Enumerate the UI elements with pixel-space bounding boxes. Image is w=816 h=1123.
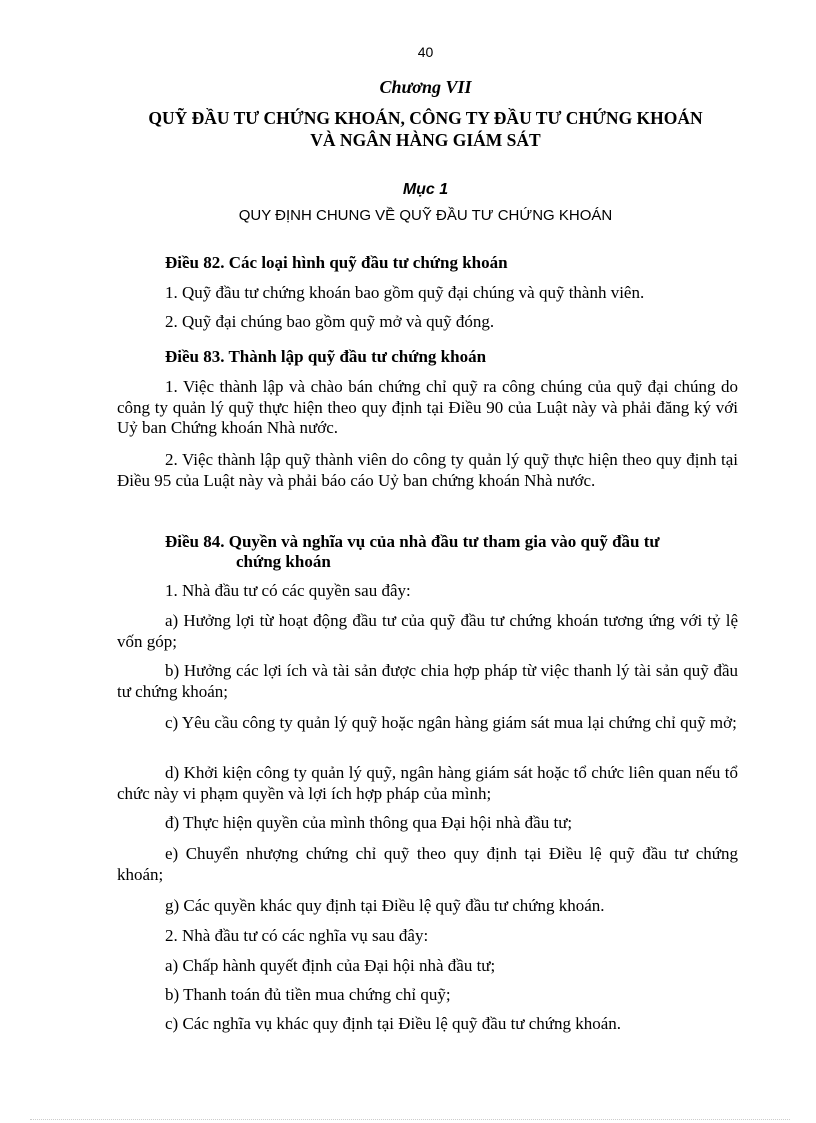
bottom-divider — [30, 1119, 790, 1120]
article-82-para-2: 2. Quỹ đại chúng bao gồm quỹ mở và quỹ đóng. — [165, 312, 495, 331]
article-84-para-g: g) Các quyền khác quy định tại Điều lệ quỹ đầu tư chứng khoán. — [165, 896, 605, 915]
article-84-para-1: 1. Nhà đầu tư có các quyền sau đây: — [165, 581, 411, 600]
article-84-heading — [165, 532, 660, 572]
chapter-label: Chương VII — [379, 77, 472, 97]
article-84-para-e: e) Chuyển nhượng chứng chỉ quỹ theo quy định tại Điều lệ quỹ đầu tư chứng khoán; — [117, 844, 738, 884]
article-84-heading-line-2: chứng khoán — [236, 552, 331, 571]
article-83-para-1: 1. Việc thành lập và chào bán chứng chỉ quỹ ra công chúng của quỹ đại chúng do công ty quản lý quỹ thực hiện theo quy định tại Điều 90 của Luật này và phải đăng ký với Uỷ ban Chứng khoán Nhà nước. — [117, 377, 738, 437]
article-82-para-1: 1. Quỹ đầu tư chứng khoán bao gồm quỹ đại chúng và quỹ thành viên. — [165, 283, 645, 302]
page-number: 40 — [417, 44, 434, 60]
section-label: Mục 1 — [402, 181, 449, 198]
article-84-para-2c: c) Các nghĩa vụ khác quy định tại Điều lệ quỹ đầu tư chứng khoán. — [165, 1014, 622, 1033]
chapter-title-line-1: QUỸ ĐẦU TƯ CHỨNG KHOÁN, CÔNG TY ĐẦU TƯ CHỨNG KHOÁN — [148, 108, 703, 128]
article-84-para-c: c) Yêu cầu công ty quản lý quỹ hoặc ngân hàng giám sát mua lại chứng chỉ quỹ mở; — [165, 713, 737, 732]
article-84-para-2a: a) Chấp hành quyết định của Đại hội nhà đầu tư; — [165, 956, 496, 975]
article-84-para-d: d) Khởi kiện công ty quản lý quỹ, ngân hàng giám sát hoặc tổ chức liên quan nếu tổ chức này vi phạm quyền và lợi ích hợp pháp của mình; — [117, 763, 738, 803]
section-title: QUY ĐỊNH CHUNG VỀ QUỸ ĐẦU TƯ CHỨNG KHOÁN — [238, 207, 613, 224]
article-84-heading-line-1: Điều 84. Quyền và nghĩa vụ của nhà đầu tư tham gia vào quỹ đầu tư — [165, 532, 660, 551]
article-84-para-2: 2. Nhà đầu tư có các nghĩa vụ sau đây: — [165, 926, 429, 945]
article-84-para-2b: b) Thanh toán đủ tiền mua chứng chỉ quỹ; — [165, 985, 451, 1004]
article-82-heading: Điều 82. Các loại hình quỹ đầu tư chứng khoán — [165, 253, 508, 272]
chapter-title-line-2: VÀ NGÂN HÀNG GIÁM SÁT — [310, 130, 541, 150]
article-84-para-a: a) Hưởng lợi từ hoạt động đầu tư của quỹ đầu tư chứng khoán tương ứng với tỷ lệ vốn góp; — [117, 611, 738, 651]
chapter-title — [0, 107, 816, 151]
article-83-heading: Điều 83. Thành lập quỹ đầu tư chứng khoán — [165, 347, 487, 366]
article-84-para-dd: đ) Thực hiện quyền của mình thông qua Đại hội nhà đầu tư; — [165, 813, 573, 832]
article-83-para-2: 2. Việc thành lập quỹ thành viên do công ty quản lý quỹ thực hiện theo quy định tại Điều 95 của Luật này và phải báo cáo Uỷ ban chứng khoán Nhà nước. — [117, 450, 738, 490]
article-84-para-b: b) Hưởng các lợi ích và tài sản được chia hợp pháp từ việc thanh lý tài sản quỹ đầu tư chứng khoán; — [117, 661, 738, 701]
